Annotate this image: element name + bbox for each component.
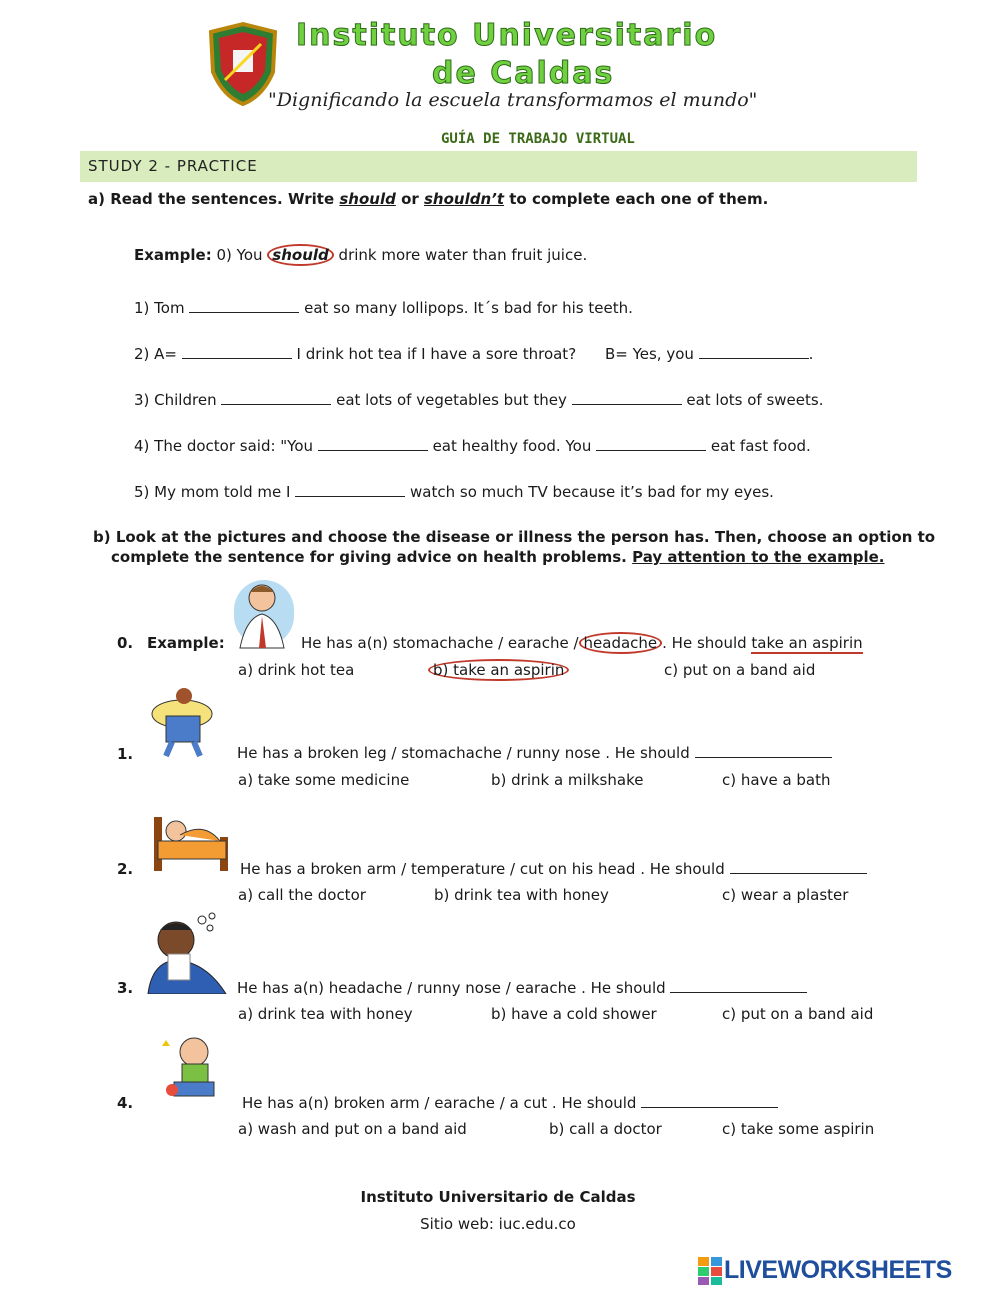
answer-blank[interactable] — [295, 482, 405, 497]
liveworksheets-logo — [698, 1256, 994, 1286]
sentence-5: 5) My mom told me I watch so much TV because it’s bad for my eyes. — [134, 483, 774, 501]
example-question: He has a(n) stomachache / earache / headache . He should take an aspirin — [301, 634, 863, 652]
example-sentence: Example: 0) You should drink more water than fruit juice. — [134, 246, 588, 264]
part-a-instruction: a) Read the sentences. Write should or shouldn’t to complete each one of them. — [88, 190, 769, 208]
question-2-option-c[interactable]: c) wear a plaster — [722, 886, 849, 904]
footer-website: Sitio web: iuc.edu.co — [420, 1215, 576, 1233]
answer-blank[interactable] — [182, 344, 292, 359]
part-b-instruction-line1: b) Look at the pictures and choose the disease or illness the person has. Then, choose an option to — [93, 528, 936, 546]
question-3-option-c[interactable]: c) put on a band aid — [722, 1005, 874, 1023]
question-1-text: He has a broken leg / stomachache / runny nose . He should — [237, 743, 832, 762]
question-2-option-b[interactable]: b) drink tea with honey — [434, 886, 609, 904]
school-title-line2: de Caldas — [432, 56, 615, 91]
section-band — [80, 151, 917, 182]
answer-blank[interactable] — [596, 436, 706, 451]
answer-blank[interactable] — [730, 859, 867, 874]
example-option-c[interactable]: c) put on a band aid — [664, 661, 816, 679]
question-2-option-a[interactable]: a) call the doctor — [238, 886, 366, 904]
question-4-option-c[interactable]: c) take some aspirin — [722, 1120, 875, 1138]
example-advice: take an aspirin — [751, 634, 863, 652]
example-label: Example: — [147, 634, 225, 652]
question-4-option-a[interactable]: a) wash and put on a band aid — [238, 1120, 467, 1138]
headache-man-illustration — [226, 574, 298, 650]
sentence-4: 4) The doctor said: "You eat healthy food. You eat fast food. — [134, 437, 811, 455]
sick-in-bed-illustration — [150, 797, 232, 875]
example-answer: should — [267, 244, 333, 266]
footer-institution: Instituto Universitario de Caldas — [360, 1188, 636, 1206]
circled-illness: headache — [579, 632, 663, 654]
example-option-b[interactable]: b) take an aspirin — [428, 659, 569, 681]
question-3-text: He has a(n) headache / runny nose / earache . He should — [237, 978, 807, 997]
sentence-2: 2) A= I drink hot tea if I have a sore throat? B= Yes, you . — [134, 345, 814, 363]
question-2-number: 2. — [117, 860, 134, 878]
question-4-number: 4. — [117, 1094, 134, 1112]
question-2-text: He has a broken arm / temperature / cut on his head . He should — [240, 859, 867, 878]
example-number: 0. — [117, 634, 134, 652]
section-band-label: STUDY 2 - PRACTICE — [88, 157, 258, 175]
guide-title: GUÍA DE TRABAJO VIRTUAL — [441, 131, 635, 147]
answer-blank[interactable] — [572, 390, 682, 405]
crying-boy-cut-illustration — [154, 1032, 232, 1106]
question-1-option-c[interactable]: c) have a bath — [722, 771, 831, 789]
question-1-option-a[interactable]: a) take some medicine — [238, 771, 410, 789]
answer-blank[interactable] — [641, 1093, 778, 1108]
answer-blank[interactable] — [189, 298, 299, 313]
sentence-3: 3) Children eat lots of vegetables but they eat lots of sweets. — [134, 391, 824, 409]
question-3-option-a[interactable]: a) drink tea with honey — [238, 1005, 413, 1023]
liveworksheets-text: LIVEWORKSHEETS — [724, 1256, 952, 1284]
part-b-instruction-line2: complete the sentence for giving advice on health problems. Pay attention to the example. — [111, 548, 885, 566]
question-4-option-b[interactable]: b) call a doctor — [549, 1120, 662, 1138]
school-motto: "Dignificando la escuela transformamos el mundo" — [268, 89, 758, 111]
question-1-number: 1. — [117, 745, 134, 763]
answer-blank[interactable] — [221, 390, 331, 405]
question-3-number: 3. — [117, 979, 134, 997]
question-4-text: He has a(n) broken arm / earache / a cut . He should — [242, 1093, 778, 1112]
runny-nose-man-illustration — [146, 912, 228, 994]
question-1-option-b[interactable]: b) drink a milkshake — [491, 771, 644, 789]
answer-blank[interactable] — [318, 436, 428, 451]
question-3-option-b[interactable]: b) have a cold shower — [491, 1005, 657, 1023]
sentence-1: 1) Tom eat so many lollipops. It´s bad for his teeth. — [134, 299, 633, 317]
answer-blank[interactable] — [699, 344, 809, 359]
answer-blank[interactable] — [670, 978, 807, 993]
answer-blank[interactable] — [695, 743, 832, 758]
example-option-a[interactable]: a) drink hot tea — [238, 661, 355, 679]
stomachache-boy-illustration — [144, 686, 222, 760]
school-title-line1: Instituto Universitario — [296, 18, 718, 53]
